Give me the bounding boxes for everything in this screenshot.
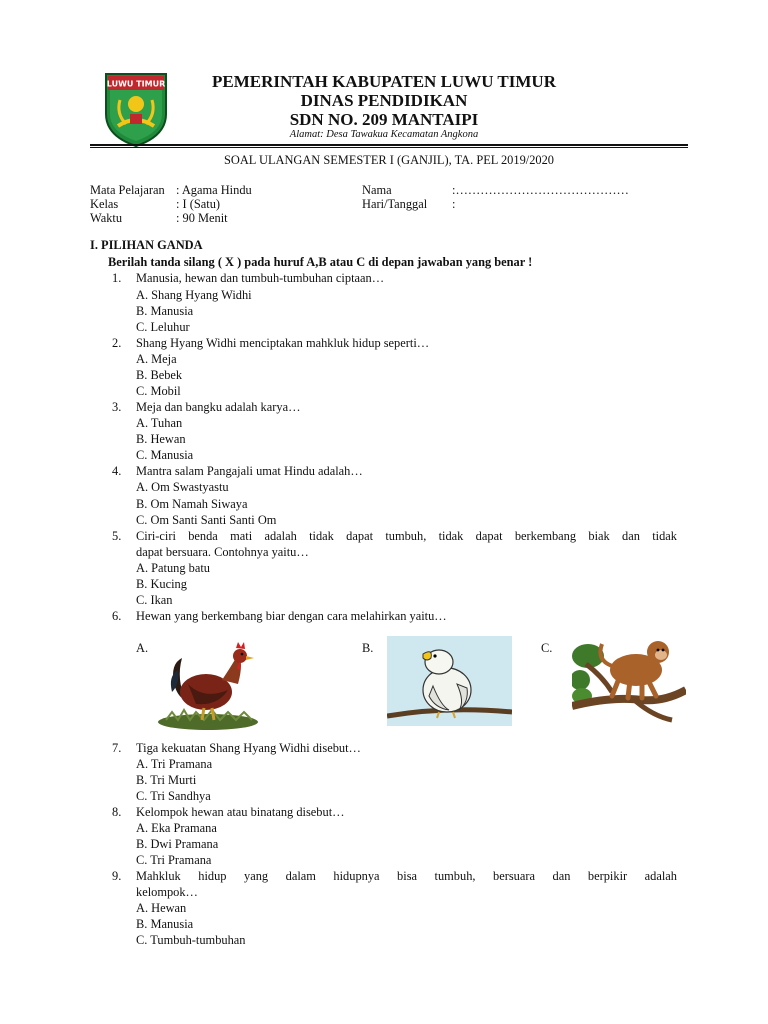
answer-option: A. Hewan	[136, 901, 187, 915]
answer-option: B. Manusia	[136, 304, 194, 318]
question-number: 6.	[112, 609, 122, 623]
answer-option: C. Om Santi Santi Santi Om	[136, 513, 277, 527]
question-text: Ciri-ciri benda mati adalah tidak dapat tumbuh, tidak dapat berkembang biak dan tidak	[136, 529, 677, 543]
name-value: :……………………………………	[452, 183, 629, 197]
header-divider-thin	[90, 147, 688, 148]
answer-option: B. Manusia	[136, 917, 194, 931]
question-text: Tiga kekuatan Shang Hyang Widhi disebut…	[136, 741, 361, 755]
school-title: SDN NO. 209 MANTAIPI	[289, 110, 479, 129]
class-value: : I (Satu)	[176, 197, 221, 211]
section-title: I. PILIHAN GANDA	[90, 238, 203, 252]
answer-option: A. Patung batu	[136, 561, 210, 575]
question-text: Shang Hyang Widhi menciptakan mahkluk hidup seperti…	[136, 336, 430, 350]
question-number: 8.	[112, 805, 122, 819]
question-text: Kelompok hewan atau binatang disebut…	[136, 805, 345, 819]
answer-option: C. Tumbuh-tumbuhan	[136, 933, 246, 947]
answer-option: A. Tri Pramana	[136, 757, 213, 771]
answer-option: C. Manusia	[136, 448, 194, 462]
government-title: PEMERINTAH KABUPATEN LUWU TIMUR	[212, 72, 556, 91]
question-text: Mahkluk hidup yang dalam hidupnya bisa tumbuh, bersuara dan berpikir adalah	[136, 869, 677, 883]
question-text: Hewan yang berkembang biar dengan cara melahirkan yaitu…	[136, 609, 447, 623]
question-text: Meja dan bangku adalah karya…	[136, 400, 301, 414]
answer-option: C. Tri Pramana	[136, 853, 212, 867]
question-text: Manusia, hewan dan tumbuh-tumbuhan ciptaan…	[136, 271, 385, 285]
answer-option: C. Mobil	[136, 384, 181, 398]
answer-option: B. Bebek	[136, 368, 183, 382]
answer-option: C. Leluhur	[136, 320, 190, 334]
question-number: 4.	[112, 464, 122, 478]
answer-option-a: A.	[136, 641, 149, 655]
exam-title: SOAL ULANGAN SEMESTER I (GANJIL), TA. PEL 2019/2020	[224, 153, 554, 167]
answer-option: B. Tri Murti	[136, 773, 197, 787]
answer-option: C. Tri Sandhya	[136, 789, 211, 803]
question-number: 3.	[112, 400, 122, 414]
department-title: DINAS PENDIDIKAN	[300, 91, 468, 110]
answer-option: A. Shang Hyang Widhi	[136, 288, 252, 302]
date-label: Hari/Tanggal	[362, 197, 428, 211]
time-label: Waktu	[90, 211, 123, 225]
date-value: :	[452, 197, 456, 211]
time-value: : 90 Menit	[176, 211, 228, 225]
question-number: 9.	[112, 869, 122, 883]
name-label: Nama	[362, 183, 392, 197]
answer-option-c: C.	[541, 641, 553, 655]
bird-icon	[387, 636, 512, 726]
monkey-icon	[572, 636, 686, 726]
answer-option-b: B.	[362, 641, 374, 655]
answer-option: B. Hewan	[136, 432, 186, 446]
class-label: Kelas	[90, 197, 119, 211]
school-address: Alamat: Desa Tawakua Kecamatan Angkona	[289, 129, 479, 140]
answer-option: A. Om Swastyastu	[136, 480, 229, 494]
question-number: 7.	[112, 741, 122, 755]
answer-option: B. Om Namah Siwaya	[136, 497, 248, 511]
header-divider	[90, 144, 688, 146]
answer-option: A. Tuhan	[136, 416, 183, 430]
question-number: 5.	[112, 529, 122, 543]
subject-value: : Agama Hindu	[176, 183, 252, 197]
instruction-text: Berilah tanda silang ( X ) pada huruf A,B atau C di depan jawaban yang benar !	[108, 255, 533, 269]
rooster-icon	[152, 640, 262, 732]
answer-option: A. Eka Pramana	[136, 821, 217, 835]
subject-label: Mata Pelajaran	[90, 183, 165, 197]
question-number: 2.	[112, 336, 122, 350]
answer-option: A. Meja	[136, 352, 177, 366]
question-text-continued: kelompok…	[136, 885, 198, 899]
logo-text: LUWU TIMUR	[106, 79, 166, 89]
question-number: 1.	[112, 271, 122, 285]
answer-option: B. Kucing	[136, 577, 187, 591]
answer-option: C. Ikan	[136, 593, 173, 607]
question-text-continued: dapat bersuara. Contohnya yaitu…	[136, 545, 309, 559]
regency-emblem-logo	[100, 70, 172, 148]
question-text: Mantra salam Pangajali umat Hindu adalah…	[136, 464, 363, 478]
answer-option: B. Dwi Pramana	[136, 837, 219, 851]
